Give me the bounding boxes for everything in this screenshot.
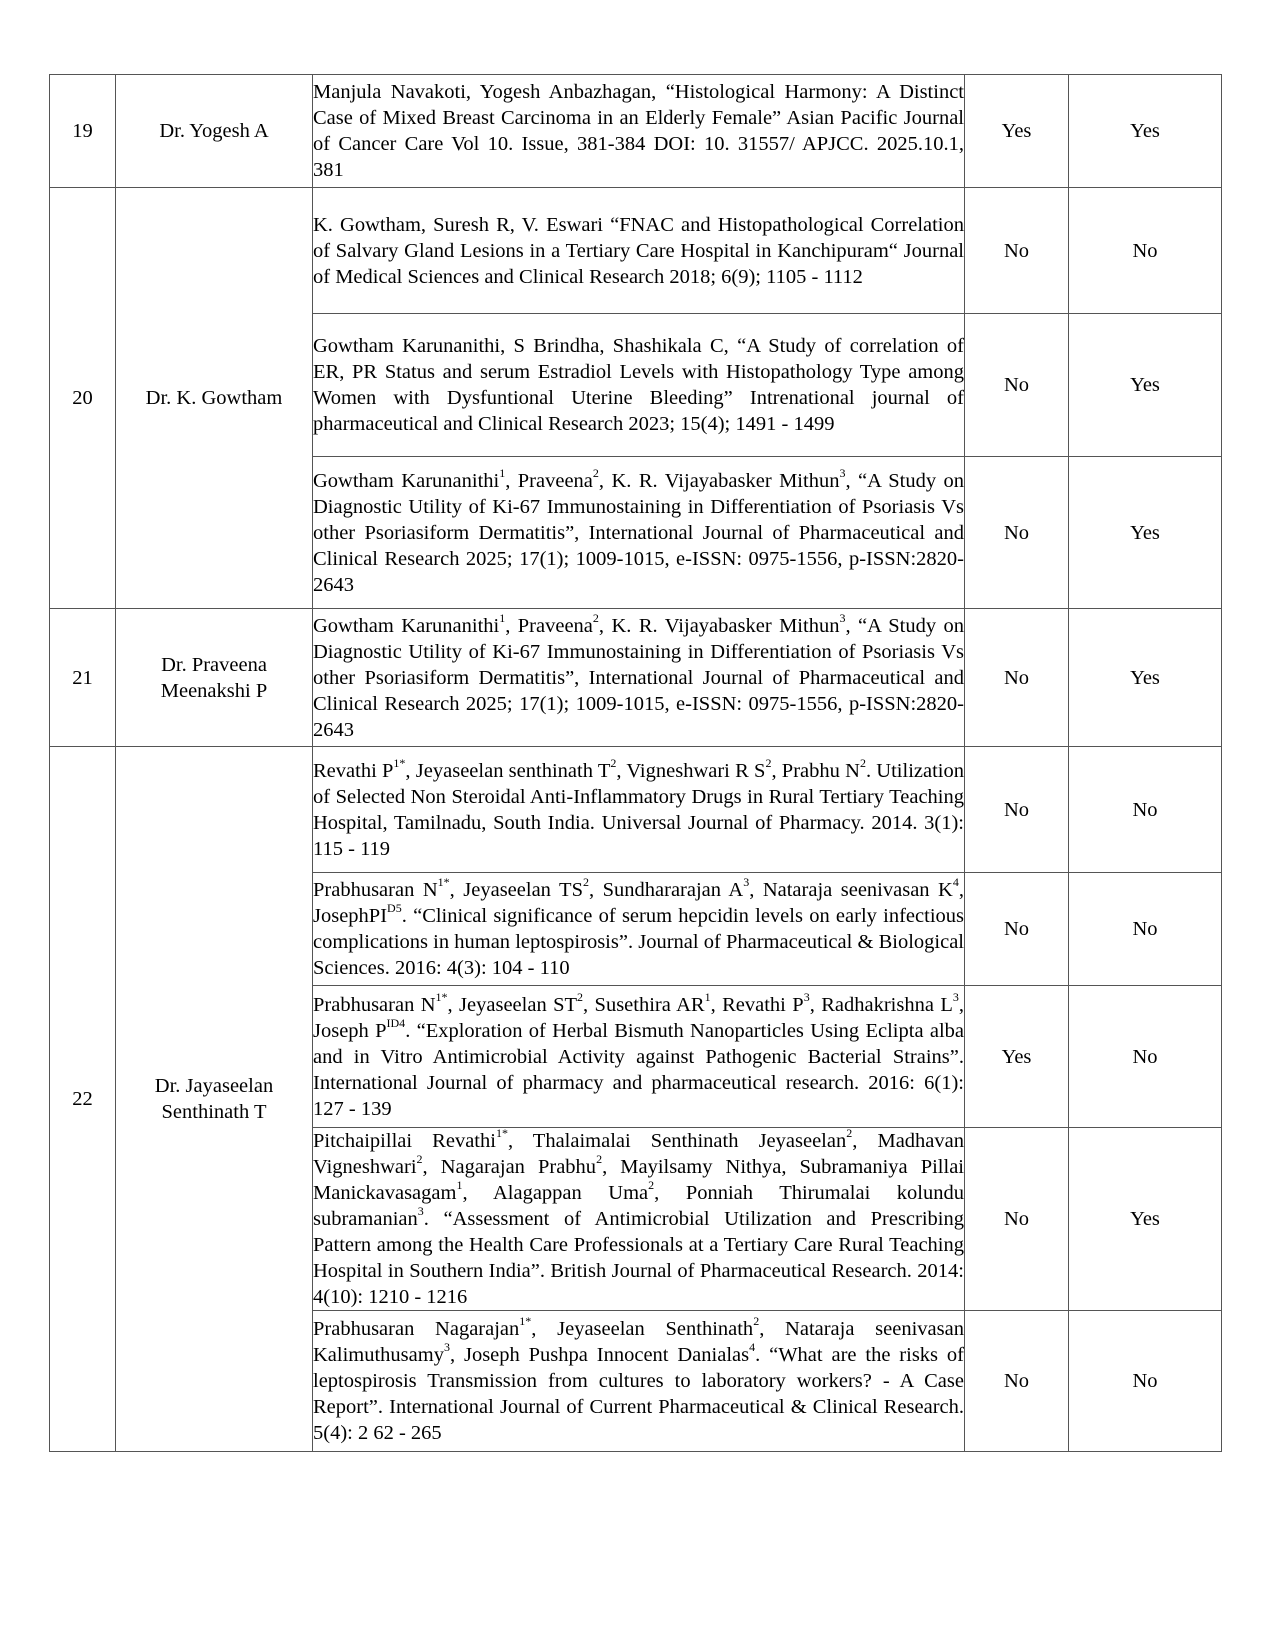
indexing-status-cell: No (1069, 986, 1222, 1128)
faculty-name-cell: Dr. Praveena Meenakshi P (116, 609, 313, 747)
serial-number-cell: 20 (50, 188, 116, 609)
indexing-status-cell: No (965, 1128, 1069, 1311)
citation-cell: Gowtham Karunanithi$^1$, Praveena$^2$, K. R. Vijayabasker Mithun$^3$, “A Study on Diagnostic Utility of Ki-67 Immunostaining in Differentiation of Psoriasis Vs other Psoriasiform Dermatitis”, International Journal of Pharmaceutical and Clinical Research 2025; 17(1); 1009-1015, e-ISSN: 0975-1556, p-ISSN:2820-2643 (313, 609, 965, 747)
citation-cell: Prabhusaran $N^{1*}$, Jeyaseelan $TS^2$, Sundhararajan $A^3$, Nataraja seenivasan $K^4$, JosephPI$^{D5}$. “Clinical significance of serum hepcidin levels on early infectious complications in human leptospirosis”. Journal of Pharmaceutical & Biological Sciences. 2016: 4(3): 104 - 110 (313, 873, 965, 986)
faculty-name-cell: Dr. Yogesh A (116, 75, 313, 188)
indexing-status-cell: Yes (965, 986, 1069, 1128)
indexing-status-cell: No (965, 609, 1069, 747)
publications-table (49, 74, 1222, 1452)
citation-cell: Prabhusaran $N^{1*}$, Jeyaseelan $ST^2$, Susethira $AR^1$, Revathi $P^3$, Radhakrishna $L^3$, Joseph $P^{ID4}$. “Exploration of Herbal Bismuth Nanoparticles Using Eclipta alba and in Vitro Antimicrobial Activity against Pathogenic Bacterial Strains”. International Journal of pharmacy and pharmaceutical research. 2016: 6(1): 127 - 139 (313, 986, 965, 1128)
citation-cell: Prabhusaran Nagarajan$^{1*}$, Jeyaseelan Senthinath$^2$, Nataraja seenivasan Kalimuthusamy$^3$, Joseph Pushpa Innocent Danialas$^4$. “What are the risks of leptospirosis Transmission from cultures to laboratory workers? - A Case Report”. International Journal of Current Pharmaceutical & Clinical Research. 5(4): 2 62 - 265 (313, 1311, 965, 1452)
indexing-status-cell: Yes (1069, 1128, 1222, 1311)
indexing-status-cell: Yes (965, 75, 1069, 188)
publications-table-body (50, 75, 1222, 1452)
serial-number-cell: 22 (50, 747, 116, 1452)
indexing-status-cell: No (1069, 873, 1222, 986)
indexing-status-cell: No (965, 1311, 1069, 1452)
citation-cell: Pitchaipillai Revathi$^{1*}$, Thalaimalai Senthinath Jeyaseelan$^2$, Madhavan Vigneshwari$^2$, Nagarajan Prabhu$^2$, Mayilsamy Nithya, Subramaniya Pillai Manickavasagam$^1$, Alagappan Uma$^2$, Ponniah Thirumalai kolundu subramanian$^3$. “Assessment of Antimicrobial Utilization and Prescribing Pattern among the Health Care Professionals at a Tertiary Care Rural Teaching Hospital in Southern India”. British Journal of Pharmaceutical Research. 2014: 4(10): 1210 - 1216 (313, 1128, 965, 1311)
table-row (50, 75, 1222, 188)
table-row (50, 609, 1222, 747)
indexing-status-cell: Yes (1069, 609, 1222, 747)
indexing-status-cell: No (965, 314, 1069, 457)
indexing-status-cell: No (965, 747, 1069, 873)
citation-cell: K. Gowtham, Suresh R, V. Eswari “FNAC and Histopathological Correlation of Salvary Gland Lesions in a Tertiary Care Hospital in Kanchipuram“ Journal of Medical Sciences and Clinical Research 2018; 6(9); 1105 - 1112 (313, 188, 965, 314)
serial-number-cell: 21 (50, 609, 116, 747)
indexing-status-cell: No (965, 188, 1069, 314)
indexing-status-cell: No (1069, 188, 1222, 314)
indexing-status-cell: No (965, 873, 1069, 986)
indexing-status-cell: Yes (1069, 75, 1222, 188)
indexing-status-cell: Yes (1069, 457, 1222, 609)
citation-cell: Manjula Navakoti, Yogesh Anbazhagan, “Histological Harmony: A Distinct Case of Mixed Breast Carcinoma in an Elderly Female” Asian Pacific Journal of Cancer Care Vol 10. Issue, 381-384 DOI: 10. 31557/ APJCC. 2025.10.1, 381 (313, 75, 965, 188)
indexing-status-cell: No (965, 457, 1069, 609)
citation-cell: Gowtham Karunanithi, S Brindha, Shashikala C, “A Study of correlation of ER, PR Status and serum Estradiol Levels with Histopathology Type among Women with Dysfuntional Uterine Bleeding” Intrenational journal of pharmaceutical and Clinical Research 2023; 15(4); 1491 - 1499 (313, 314, 965, 457)
indexing-status-cell: Yes (1069, 314, 1222, 457)
indexing-status-cell: No (1069, 747, 1222, 873)
citation-cell: Revathi $P^{1*}$, Jeyaseelan senthinath $T^2$, Vigneshwari R $S^2$, Prabhu $N^2$. Utilization of Selected Non Steroidal Anti-Inflammatory Drugs in Rural Tertiary Teaching Hospital, Tamilnadu, South India. Universal Journal of Pharmacy. 2014. 3(1): 115 - 119 (313, 747, 965, 873)
citation-cell: Gowtham Karunanithi$^1$, Praveena$^2$, K. R. Vijayabasker Mithun$^3$, “A Study on Diagnostic Utility of Ki-67 Immunostaining in Differentiation of Psoriasis Vs other Psoriasiform Dermatitis”, International Journal of Pharmaceutical and Clinical Research 2025; 17(1); 1009-1015, e-ISSN: 0975-1556, p-ISSN:2820-2643 (313, 457, 965, 609)
table-row (50, 188, 1222, 314)
faculty-name-cell: Dr. Jayaseelan Senthinath T (116, 747, 313, 1452)
indexing-status-cell: No (1069, 1311, 1222, 1452)
faculty-name-cell: Dr. K. Gowtham (116, 188, 313, 609)
serial-number-cell: 19 (50, 75, 116, 188)
table-row (50, 747, 1222, 873)
